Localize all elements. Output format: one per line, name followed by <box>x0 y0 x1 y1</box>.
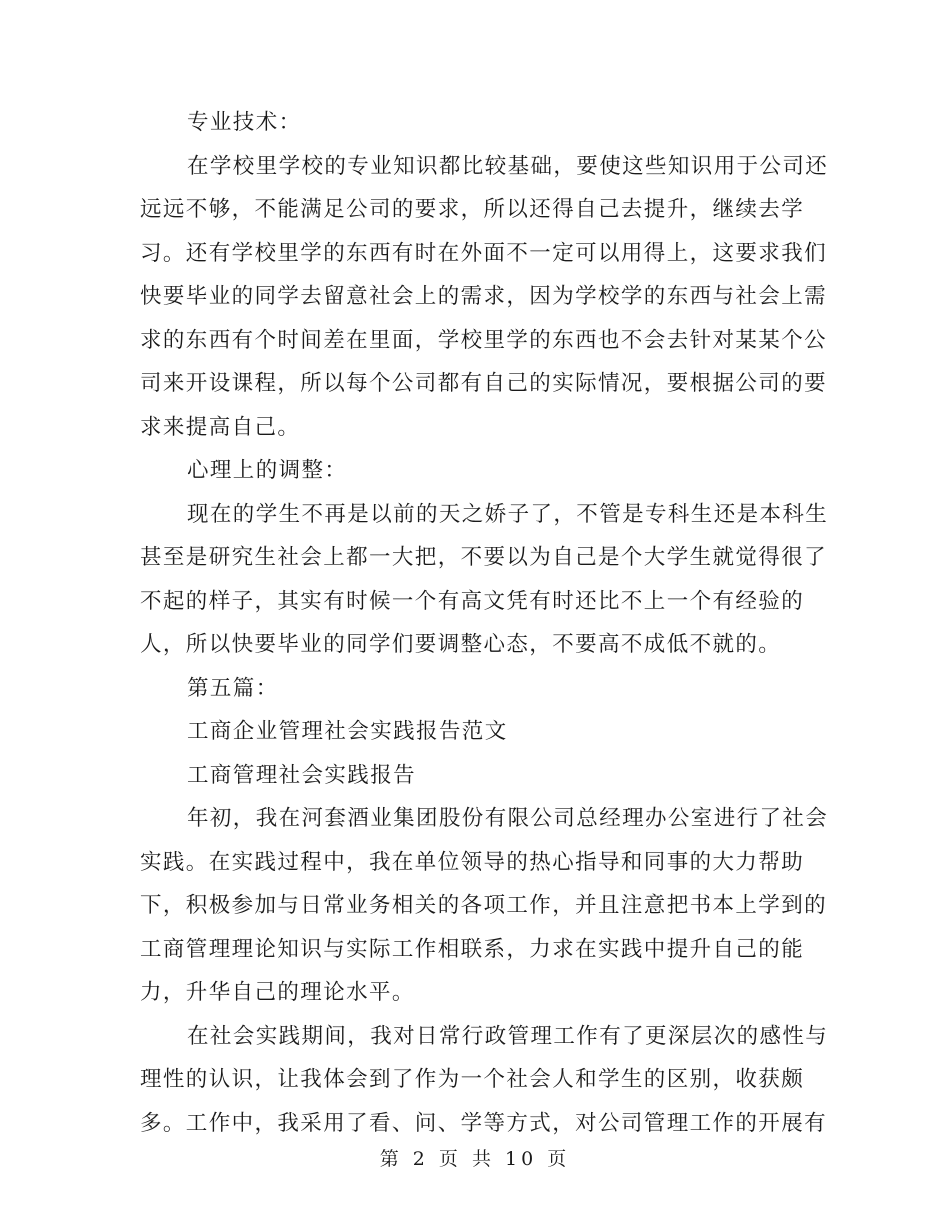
text-line: 人，所以快要毕业的同学们要调整心态，不要高不成低不就的。 <box>140 632 782 657</box>
text-line: 年初，我在河套酒业集团股份有限公司总经理办公室进行了社会 <box>187 806 829 831</box>
document-body <box>140 104 829 1148</box>
text-line: 现在的学生不再是以前的天之娇子了，不管是专科生还是本科生 <box>187 501 829 527</box>
text-line: 心理上的调整： <box>187 458 348 483</box>
text-line: 求的东西有个时间差在里面，学校里学的东西也不会去针对某某个公 <box>140 327 828 353</box>
text-line: 实践。在实践过程中，我在单位领导的热心指导和同事的大力帮助 <box>140 849 805 875</box>
text-line: 专业技术： <box>187 110 302 135</box>
text-line: 远远不够，不能满足公司的要求，所以还得自己去提升，继续去学 <box>140 197 805 222</box>
text-line: 多。工作中，我采用了看、问、学等方式，对公司管理工作的开展有 <box>140 1110 828 1136</box>
text-line: 第五篇： <box>187 675 279 701</box>
text-line: 快要毕业的同学去留意社会上的需求，因为学校学的东西与社会上需 <box>140 284 828 309</box>
text-line: 求来提高自己。 <box>140 414 301 440</box>
text-line: 在社会实践期间，我对日常行政管理工作有了更深层次的感性与 <box>187 1023 829 1049</box>
text-line: 司来开设课程，所以每个公司都有自己的实际情况，要根据公司的要 <box>140 371 828 396</box>
text-line: 工商管理社会实践报告 <box>187 762 417 788</box>
text-line: 工商管理理论知识与实际工作相联系，力求在实践中提升自己的能 <box>140 936 805 962</box>
text-line: 下，积极参加与日常业务相关的各项工作，并且注意把书本上学到的 <box>140 893 828 918</box>
text-line: 在学校里学校的专业知识都比较基础，要使这些知识用于公司还 <box>187 153 829 179</box>
text-line: 力，升华自己的理论水平。 <box>140 980 415 1005</box>
page-number-footer: 第 2 页 共 10 页 <box>379 1148 571 1170</box>
text-line: 理性的认识，让我体会到了作为一个社会人和学生的区别，收获颇 <box>140 1067 805 1092</box>
text-line: 不起的样子，其实有时候一个有高文凭有时还比不上一个有经验的 <box>140 588 805 614</box>
text-line: 习。还有学校里学的东西有时在外面不一定可以用得上，这要求我们 <box>140 240 828 266</box>
text-line: 工商企业管理社会实践报告范文 <box>187 719 508 744</box>
text-line: 甚至是研究生社会上都一大把，不要以为自己是个大学生就觉得很了 <box>140 545 828 570</box>
